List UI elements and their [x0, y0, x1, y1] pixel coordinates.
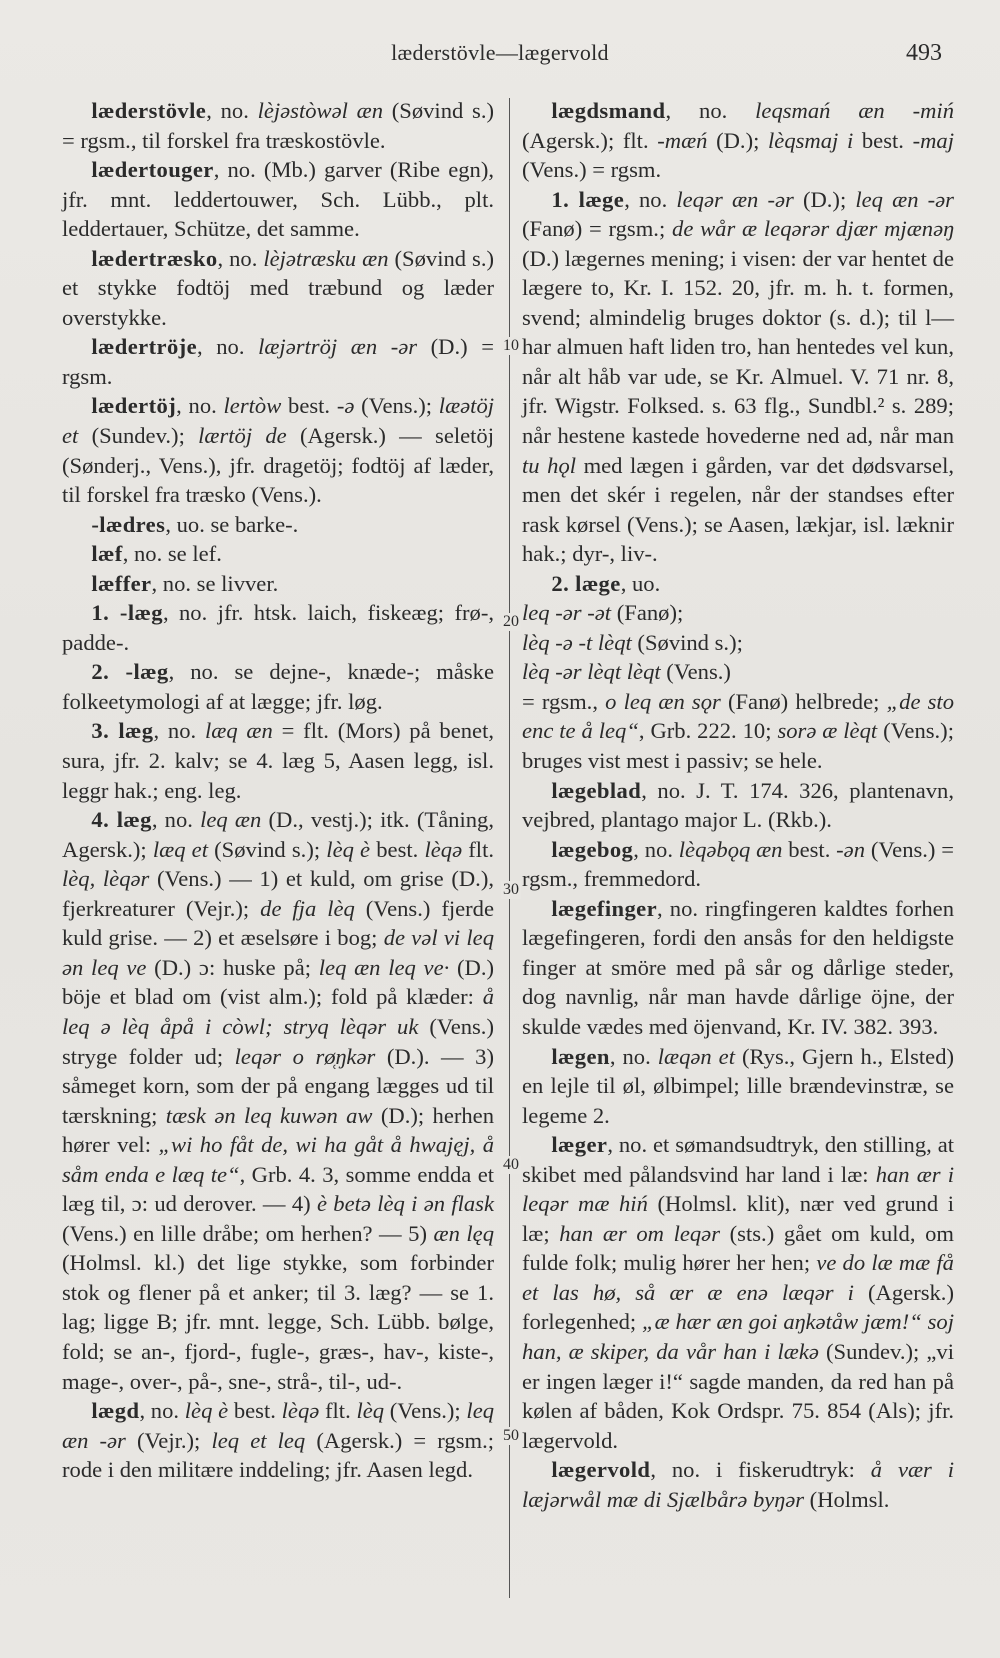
entry-text: best. [370, 836, 425, 862]
dictionary-entry [522, 835, 954, 894]
dialect-form: læq et [152, 836, 208, 862]
entry-text: (Holmsl. kl.) det lige stykke, som forbinder stok og flener på et anker; til 3. læg? — se 1. lag; ligge B; jfr. mnt. legge, Sch. Lübb. bølge, fold; se an-, fjord-, fugle-, græs-, hav-, kiste-, mage-, over-, på-, sne-, strå-, til-, ud-. [62, 1250, 494, 1394]
entry-text: , no. se dejne-, knæde-; måske folkeetymologi af at lægge; jfr. løg. [62, 659, 494, 714]
dialect-form: leq et leq [211, 1427, 306, 1453]
dictionary-entry [62, 657, 494, 716]
entry-text: (Søvind s.); [631, 629, 743, 655]
dialect-form: o leq æn sǫr [605, 688, 721, 714]
entry-headword: 2. -læg [91, 659, 169, 685]
dialect-form: -maj [912, 127, 954, 153]
entry-text: (Vens.); bruges vist mest i passiv; se hele. [522, 718, 954, 774]
entry-text: (Holmsl. klit), nær ved grund i læ; [522, 1191, 954, 1246]
entry-headword: 3. læg [91, 718, 154, 744]
dialect-form: è betə lèq i ən flask [316, 1191, 494, 1217]
entry-text: , no. ringfingeren kaldtes forhen lægefingeren, fordi den ansås for den heldigste finger at smöre med på sår og dårlige steder, dog navnlig, når man havde dårlige öjne, der skulde vædes med öjenvand, Kr. IV. 382. 393. [522, 895, 954, 1039]
entry-text: (Søvind s.) = rgsm., til forskel fra træskostövle. [62, 98, 494, 153]
column-divider [509, 98, 510, 1598]
running-head: læderstövle—lægervold [391, 40, 609, 65]
dialect-form: læjərtröj æn -ər [258, 334, 418, 360]
entry-text: best. [853, 127, 913, 153]
entry-headword: lædertræsko [91, 245, 218, 271]
entry-headword: 1. -læg [91, 600, 163, 626]
dictionary-entry [62, 569, 494, 599]
dialect-form: han ær om leqər [559, 1220, 721, 1246]
entry-text: best. [782, 836, 837, 862]
entry-headword: lægervold [551, 1457, 651, 1483]
entry-text: (Vens.); [354, 393, 439, 419]
dialect-form: lèq, lèqər [62, 866, 150, 892]
dialect-form: leq æn -ər [62, 1398, 495, 1453]
left-column [62, 96, 494, 1485]
entry-headword: lædertouger [91, 157, 214, 183]
entry-text: (Søvind s.); [208, 836, 327, 862]
dictionary-entry [522, 1042, 954, 1131]
entry-text: flt. [319, 1398, 357, 1424]
entry-text: (Fanø) = rgsm.; [522, 216, 673, 242]
dialect-form: å leq ə lèq åpå i còwl; stryq lèqər uk [62, 984, 494, 1039]
dialect-form: lèqə [281, 1398, 320, 1424]
dictionary-entry [62, 244, 494, 333]
entry-headword: læf [91, 541, 123, 567]
dialect-form: de fja lèq [260, 895, 355, 921]
entry-text: , no. [176, 393, 224, 419]
dictionary-entry [62, 391, 494, 509]
margin-line-number: 20 [503, 613, 519, 630]
entry-text: (Vens.) en lille dråbe; om herhen? — 5) [62, 1220, 434, 1246]
entry-text: (Søvind s.) et stykke fodtöj med træbund og læder overstykke. [62, 245, 494, 330]
entry-headword: 4. læg [91, 807, 152, 833]
margin-line-number: 30 [503, 881, 519, 898]
dialect-form: lèjətræsku æn [263, 245, 389, 271]
entry-text: (Agersk.) — seletöj (Sønderj., Vens.), jfr. dragetöj; fodtöj af læder, til forskel fra træsko (Vens.). [62, 423, 494, 508]
margin-line-number: 40 [503, 1156, 519, 1173]
entry-text: , no. jfr. htsk. laich, fiskeæg; frø-, padde-. [62, 600, 494, 655]
dictionary-entry [62, 155, 494, 244]
dictionary-entry [522, 96, 954, 185]
margin-line-number: 50 [503, 1427, 519, 1444]
dialect-form: -mæń [657, 127, 708, 153]
dictionary-entry [522, 894, 954, 1042]
entry-text: (D., vestj.); itk. (Tåning, Agersk.); [62, 807, 494, 862]
entry-text: (Vens.) stryge folder ud; [62, 1013, 494, 1069]
dictionary-entry [62, 1396, 494, 1485]
dialect-form: å vær i læjərwål mæ di Sjælbårə byŋər [522, 1457, 954, 1512]
entry-text: (Rys., Gjern h., Elsted) en lejle til øl, ølbimpel; lille brændevinstræ, se legeme 2. [522, 1043, 955, 1128]
dialect-form: leqsmań æn -miń [755, 98, 954, 123]
entry-headword: lædertröje [91, 334, 197, 360]
dialect-form: leq æn leq ve· [318, 954, 450, 980]
dialect-form: lèq [356, 1398, 385, 1424]
dialect-form: tæsk ən leq kuwən aw [165, 1102, 373, 1128]
entry-text: (Holmsl. [804, 1486, 890, 1512]
dialect-form: læqən et [657, 1043, 735, 1069]
dictionary-entry [522, 1455, 954, 1514]
dictionary-entry [522, 185, 954, 569]
dictionary-entry [62, 510, 494, 540]
dialect-form: „de sto enc te å leq“ [522, 688, 954, 744]
dialect-form: lèjəstòwəl æn [257, 98, 384, 123]
entry-text: (Vens.) [660, 659, 731, 685]
entry-text: , no. se lef. [122, 541, 222, 567]
dialect-form: -ə [336, 393, 355, 419]
dialect-form: „wi ho fåt de, wi ha gåt å hwajęj, å såm enda e læq te“ [62, 1132, 495, 1187]
entry-headword: 1. læge [551, 186, 625, 212]
entry-headword: lædertöj [91, 393, 177, 419]
entry-text: (Vens.) = rgsm. [522, 157, 662, 183]
dialect-form: leq æn -ər [855, 186, 954, 212]
entry-text: (Vens.) fjerde kuld grise. — 2) et æselsøre i bog; [62, 895, 495, 951]
entry-text: (D.) böje et blad om (vist alm.); fold på klæder: [62, 954, 494, 1010]
dialect-form: lèq è [326, 836, 371, 862]
dialect-form: tu hǫl [522, 452, 577, 478]
dialect-form: leqər o rø̜ŋkər [234, 1043, 376, 1069]
entry-text: (Vens.) — 1) et kuld, om grise (D.), fjerkreaturer (Vejr.); [62, 866, 494, 921]
dialect-form: lertòw [223, 393, 282, 419]
entry-text: , no. [217, 245, 264, 271]
entry-headword: -lædres [91, 511, 166, 537]
right-column [522, 96, 954, 1514]
entry-text: flt. [462, 836, 494, 862]
dialect-form: lèq è [184, 1398, 229, 1424]
entry-text: (Vejr.); [125, 1427, 212, 1453]
dictionary-entry [522, 569, 954, 776]
dictionary-entry [522, 776, 954, 835]
entry-text: , no. J. T. 174. 326, plantenavn, vejbred, plantago major L. (Rkb.). [522, 777, 954, 833]
entry-text: (D.) ɔ: huske på; [146, 954, 319, 980]
entry-text: , no. [624, 186, 677, 212]
entry-text: (D.); [707, 127, 769, 153]
dialect-form: „æ hær æn goi aŋkətåw jæm!“ soj han, æ skiper, da vår han i lækə [522, 1309, 954, 1364]
dialect-form: -ən [836, 836, 866, 862]
entry-text: (Vens.) = rgsm., fremmedord. [522, 836, 955, 892]
page-number: 493 [906, 40, 942, 66]
entry-text: , no. [139, 1398, 185, 1424]
entry-text: (sts.) gået om kuld, om fulde folk; mulig hører her hen; [522, 1220, 954, 1276]
dictionary-entry [62, 598, 494, 657]
entry-text: (Agersk.) forlegenhed; [522, 1279, 954, 1335]
entry-text: (D.); herhen hører vel: [62, 1102, 494, 1158]
entry-headword: lægeblad [551, 777, 642, 803]
entry-text: , Grb. 222. 10; [638, 718, 778, 744]
dialect-form: lærtöj de [198, 423, 287, 449]
entry-text: , no. i fiskerudtryk: [650, 1457, 871, 1483]
entry-text: (D.). — 3) såmeget korn, som der på engang lægges ud til tærskning; [62, 1043, 494, 1128]
dictionary-entry [62, 332, 494, 391]
entry-text: , no. (Mb.) garver (Ribe egn), jfr. mnt. leddertouwer, Sch. Lübb., plt. leddertauer, Schütze, det samme. [62, 157, 494, 242]
entry-text: , no. se livver. [151, 570, 279, 596]
entry-text: , no. [151, 807, 201, 833]
entry-text: , no. [665, 98, 756, 123]
entry-headword: læger [551, 1132, 608, 1158]
entry-text: , no. [197, 334, 259, 360]
entry-text: (Agersk.) = rgsm.; rode i den militære inddeling; jfr. Aasen legd. [62, 1427, 495, 1483]
dictionary-entry [62, 805, 494, 1396]
entry-headword: lægen [551, 1043, 610, 1069]
entry-text: (D.); [793, 186, 856, 212]
dialect-form: de vəl vi leq ən leq ve [62, 925, 494, 980]
entry-text: , no. et sømandsudtryk, den stilling, at skibet med pålandsvind har land i læ: [522, 1132, 954, 1187]
entry-text: (Agersk.); flt. [522, 127, 658, 153]
entry-text: , no. [206, 98, 258, 123]
entry-text: , no. [633, 836, 679, 862]
dialect-form: æn lęq [433, 1220, 494, 1246]
entry-text: (D.) = rgsm. [62, 334, 494, 389]
dialect-form: han ær i leqər mæ hiń [522, 1161, 954, 1217]
dialect-form: ve do læ mæ få et las hø, så ær æ enə læqər i [522, 1250, 954, 1305]
entry-text: (D.) lægernes mening; i visen: der var hentet de lægere to, Kr. I. 152. 20, jfr. m. h. t. formen, svend; almindelig bruges doktor (s. d.); til l— har almuen haft liden tro, han hentedes vel kun, når alt håb var ude, se Kr. Almuel. V. 71 nr. 8, jfr. Wigstr. Folksed. s. 63 flg., Sundbl.² s. 289; når hestene kastede hovederne ned ad, når man [522, 245, 954, 449]
dialect-form: de wår æ leqərər djær mjænəŋ [672, 216, 954, 242]
dialect-form: lèq -ər lèqt lèqt [522, 659, 661, 685]
entry-text: (Sundev.); [78, 423, 199, 449]
entry-text: , no. [153, 718, 205, 744]
entry-headword: lægefinger [551, 895, 658, 921]
dialect-form: lèqəbǫq æn [678, 836, 783, 862]
dialect-form: lèqə [424, 836, 463, 862]
entry-text: (Sundev.); „vi er ingen læger i!“ sagde manden, da red han på kølen af båden, Kok Ordspr. 75. 854 (Als); jfr. lægervold. [522, 1338, 955, 1453]
dialect-form: lèq -ə -t lèqt [522, 629, 632, 655]
dialect-form: leqər æn -ər [676, 186, 794, 212]
dialect-form: leq -ər -ət [522, 600, 612, 626]
dialect-form: lèqsmaj i [768, 127, 854, 153]
entry-headword: læffer [91, 570, 152, 596]
dictionary-entry [62, 716, 494, 805]
dictionary-entry [62, 96, 494, 155]
entry-headword: lægebog [551, 836, 634, 862]
dialect-form: læətöj et [62, 393, 495, 449]
entry-text: = rgsm., [522, 688, 606, 714]
entry-headword: 2. læge [551, 570, 621, 596]
entry-text: best. [281, 393, 337, 419]
entry-text: , Grb. 4. 3, somme endda et læg til, ɔ: ud derover. — 4) [62, 1161, 495, 1217]
entry-headword: læderstövle [91, 98, 207, 123]
dictionary-entry [62, 539, 494, 569]
dialect-form: leq æn [200, 807, 262, 833]
entry-headword: lægd [91, 1398, 140, 1424]
entry-text: best. [228, 1398, 282, 1424]
entry-text: = flt. (Mors) på benet, sura, jfr. 2. kalv; se 4. læg 5, Aasen legg, isl. leggr hak.; eng. leg. [62, 718, 494, 803]
entry-text: , uo. se barke-. [165, 511, 299, 537]
margin-line-number: 10 [503, 337, 519, 354]
entry-text: (Vens.); [384, 1398, 467, 1424]
entry-text: , no. [609, 1043, 658, 1069]
entry-headword: lægdsmand [551, 98, 666, 123]
entry-text: (Fanø) helbrede; [720, 688, 887, 714]
entry-text: , uo. [620, 570, 661, 596]
dictionary-entry [522, 1130, 954, 1455]
dialect-form: sorə æ lèqt [777, 718, 878, 744]
entry-text: (Fanø); [611, 600, 684, 626]
dialect-form: læq æn [204, 718, 273, 744]
entry-text: med lægen i gården, var det dødsvarsel, men det skér i regelen, når der standses efter rask kørsel (Vens.); se Aasen, lækjar, isl. læknir hak.; dyr-, liv-. [522, 452, 954, 567]
